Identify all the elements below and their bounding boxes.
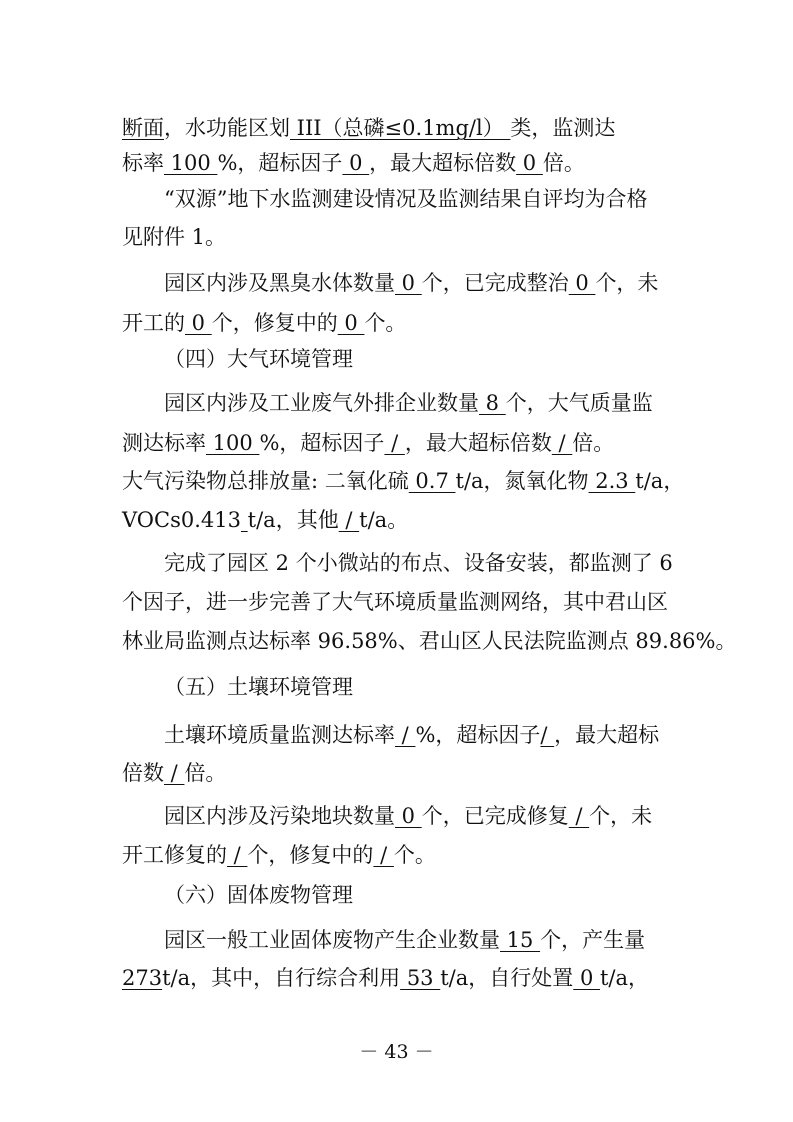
- black-odor-line-1: 园区内涉及黑臭水体数量 0 个，已完成整治 0 个，未: [164, 271, 659, 295]
- water-function-class: III（总磷≤0.1mg/l）: [290, 116, 511, 140]
- air-line-1: 园区内涉及工业废气外排企业数量 8 个，大气质量监: [164, 391, 653, 415]
- soil-compliance-rate: /: [395, 723, 416, 747]
- black-odor-not-started: 0: [185, 311, 212, 335]
- solid-waste-enterprise-count: 15: [500, 928, 541, 952]
- water-exceed-factor: 0: [342, 151, 370, 175]
- air-enterprise-count: 8: [479, 391, 506, 415]
- water-max-exceed-multiple: 0: [516, 151, 543, 175]
- air-line-3: 大气污染物总排放量: 二氧化硫 0.7 t/a，氮氧化物 2.3 t/a，: [122, 469, 685, 493]
- air-exceed-factor: /: [384, 431, 405, 455]
- contaminated-land-line-2: 开工修复的 / 个，修复中的 / 个。: [122, 843, 436, 867]
- solid-waste-line-1: 园区一般工业固体废物产生企业数量 15 个，产生量: [164, 928, 646, 952]
- contaminated-land-in-repair: /: [373, 843, 394, 867]
- other-emission: /: [338, 508, 360, 532]
- self-comprehensive-use: 53: [400, 966, 441, 990]
- groundwater-line-1: “双源”地下水监测建设情况及监测结果自评均为合格: [164, 187, 648, 211]
- solid-waste-output: 273: [122, 966, 163, 990]
- heading-solid-waste-management: （六）固体废物管理: [164, 883, 353, 907]
- soil-line-2: 倍数 / 倍。: [122, 761, 227, 785]
- black-odor-in-repair: 0: [337, 311, 365, 335]
- soil-line-1: 土壤环境质量监测达标率 / %，超标因子/ ，最大超标: [164, 723, 660, 747]
- black-odor-line-2: 开工的 0 个，修复中的 0 个。: [122, 311, 407, 335]
- air-line-4: VOCs0.413 t/a，其他 / t/a。: [122, 508, 409, 532]
- air-compliance-rate: 100: [206, 431, 260, 455]
- water-function-line-1: 断面，水功能区划 III（总磷≤0.1mg/l） 类，监测达: [122, 116, 616, 140]
- groundwater-line-2: 见附件 1。: [122, 225, 227, 249]
- water-compliance-rate: 100: [164, 151, 218, 175]
- micro-station-line-2: 个因子，进一步完善了大气环境质量监测网络，其中君山区: [122, 590, 668, 614]
- black-odor-count: 0: [395, 271, 422, 295]
- contaminated-land-line-1: 园区内涉及污染地块数量 0 个，已完成修复 / 个，未: [164, 804, 653, 828]
- heading-soil-management: （五）土壤环境管理: [164, 675, 353, 699]
- contaminated-land-not-started: /: [227, 843, 248, 867]
- heading-air-management: （四）大气环境管理: [164, 347, 353, 371]
- soil-exceed-factor: /: [540, 723, 555, 747]
- air-max-exceed-multiple: /: [551, 431, 573, 455]
- black-odor-rectified: 0: [568, 271, 596, 295]
- solid-waste-line-2: 273t/a，其中，自行综合利用 53 t/a，自行处置 0 t/a，: [122, 966, 650, 990]
- micro-station-line-1: 完成了园区 2 个小微站的布点、设备安装，都监测了 6: [164, 551, 673, 575]
- so2-emission: 0.7: [408, 469, 456, 493]
- soil-max-exceed-multiple: /: [164, 761, 185, 785]
- contaminated-land-count: 0: [395, 804, 422, 828]
- micro-station-line-3: 林业局监测点达标率 96.58%、君山区人民法院监测点 89.86%。: [122, 629, 737, 653]
- page-number: － 43 －: [359, 1041, 434, 1063]
- self-disposal: 0: [573, 966, 600, 990]
- nox-emission: 2.3: [588, 469, 636, 493]
- section-label: 断面: [122, 116, 164, 140]
- contaminated-land-repaired: /: [568, 804, 590, 828]
- water-function-line-2: 标率 100 %，超标因子 0 ，最大超标倍数 0 倍。: [122, 151, 585, 175]
- air-line-2: 测达标率 100 %，超标因子 / ，最大超标倍数 / 倍。: [122, 431, 615, 455]
- vocs-emission: VOCs0.413: [122, 508, 241, 532]
